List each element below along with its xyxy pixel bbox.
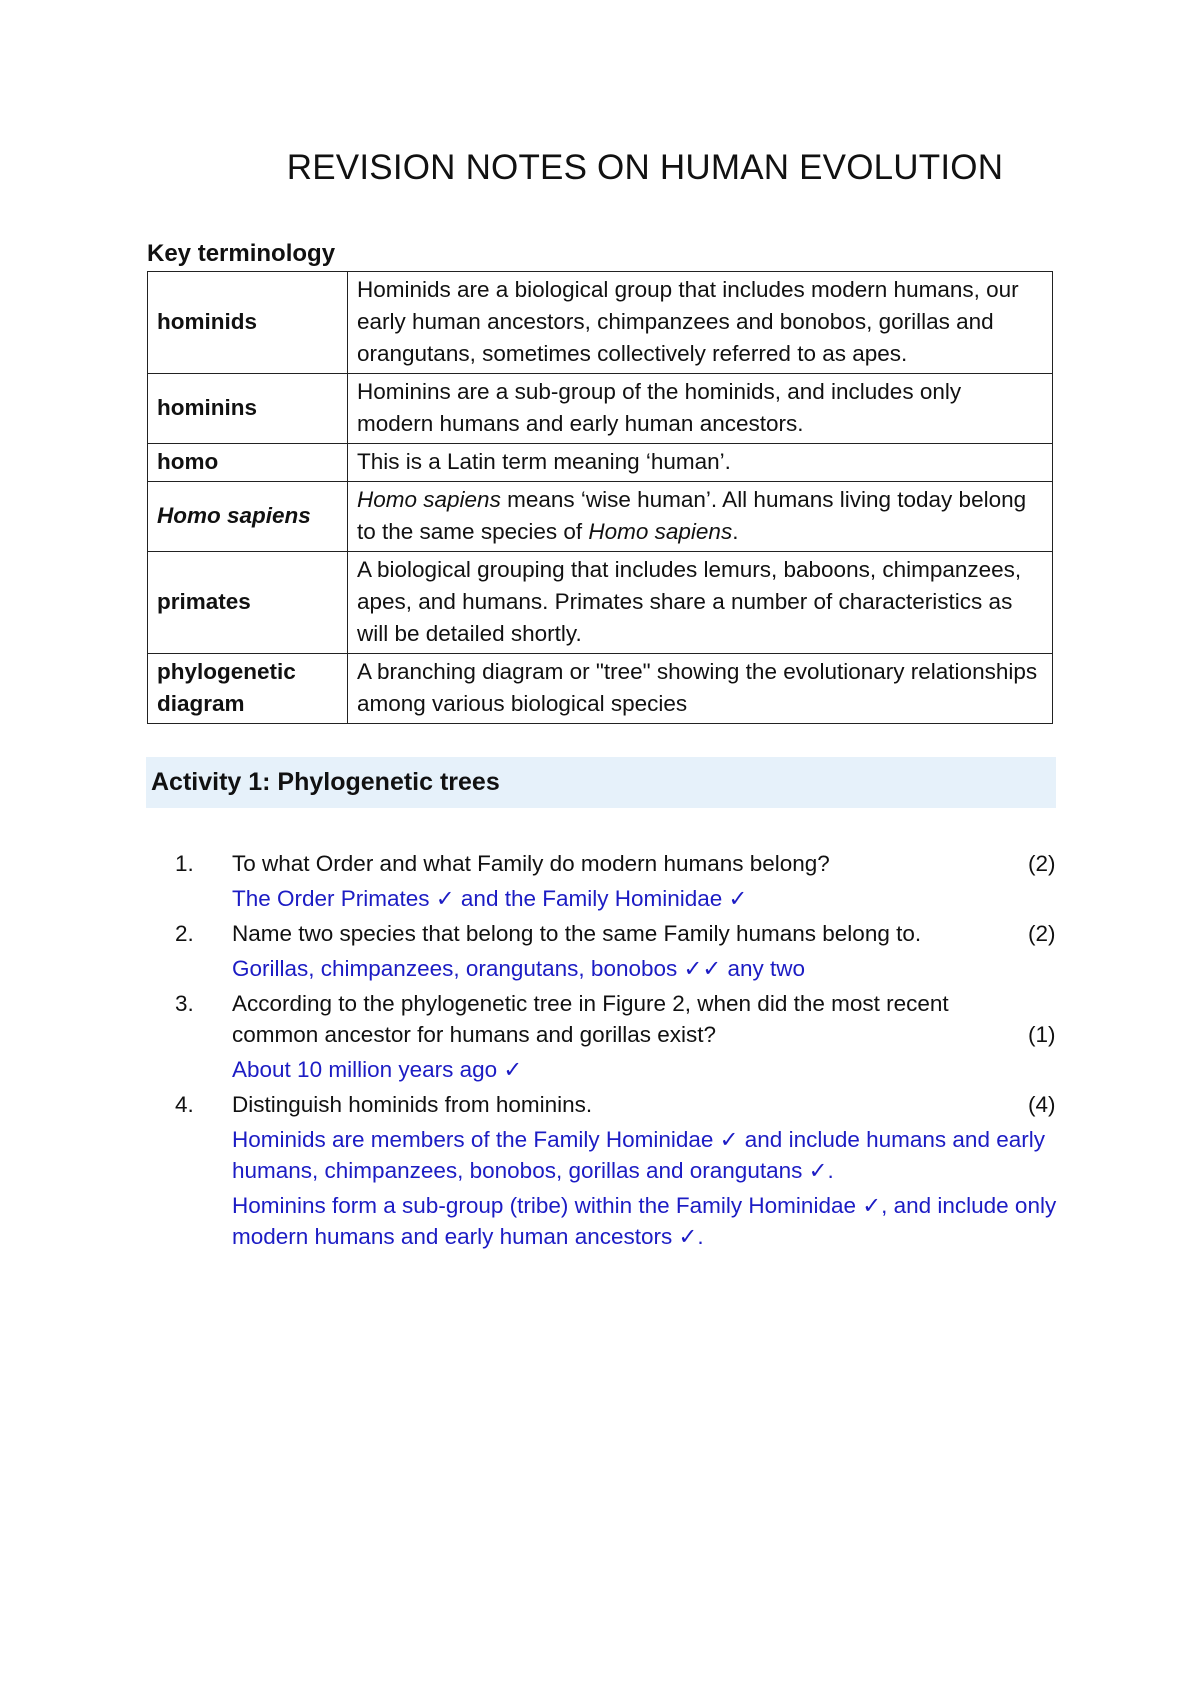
definition-text: This is a Latin term meaning ‘human’. <box>357 449 731 474</box>
definition-cell <box>348 482 1053 552</box>
term-cell: hominids <box>148 272 348 374</box>
question-marks: (2) <box>1028 851 1056 876</box>
question-marks: (4) <box>1028 1092 1056 1117</box>
term-row <box>148 374 1053 444</box>
definition-text: A branching diagram or "tree" showing the evolutionary relationships among various biological species <box>357 659 1038 716</box>
activity-heading: Activity 1: Phylogenetic trees <box>151 768 500 796</box>
definition-cell <box>348 272 1053 374</box>
question-item <box>0 988 1200 1089</box>
answer-text: Hominins form a sub-group (tribe) within the Family Hominidae ✓, and include only modern humans and early human ancestors ✓. <box>232 1193 1057 1249</box>
page-title: REVISION NOTES ON HUMAN EVOLUTION <box>286 148 1004 187</box>
term-cell: primates <box>148 552 348 654</box>
question-text: According to the phylogenetic tree in Figure 2, when did the most recent common ancestor for humans and gorillas exist? <box>232 991 949 1047</box>
question-item <box>0 918 1200 988</box>
question-number: 3. <box>175 991 194 1016</box>
question-item <box>0 848 1200 918</box>
definition-text: . <box>732 519 739 544</box>
term-row <box>148 654 1053 724</box>
definition-cell <box>348 374 1053 444</box>
question-number: 2. <box>175 921 194 946</box>
question-number: 4. <box>175 1092 194 1117</box>
question-text: Name two species that belong to the same Family humans belong to. <box>232 921 922 946</box>
term-cell: hominins <box>148 374 348 444</box>
term-cell: phylogenetic diagram <box>148 654 348 724</box>
answer-text: About 10 million years ago ✓ <box>232 1057 523 1082</box>
definition-text: Homo sapiens <box>357 487 501 512</box>
term-row <box>148 272 1053 374</box>
definition-cell <box>348 654 1053 724</box>
definition-text: Homo sapiens <box>588 519 733 544</box>
question-text: Distinguish hominids from hominins. <box>232 1092 593 1117</box>
question-marks: (2) <box>1028 921 1056 946</box>
term-cell: homo <box>148 444 348 482</box>
definition-text: Hominins are a sub-group of the hominids, and includes only modern humans and early human ancestors. <box>357 379 962 436</box>
question-marks: (1) <box>1028 1022 1056 1047</box>
question-list <box>0 848 1200 1256</box>
key-terminology-table <box>147 271 1053 724</box>
definition-text: means ‘wise human’. All humans living today belong to the same species of <box>357 487 1027 544</box>
question-text: To what Order and what Family do modern humans belong? <box>232 851 830 876</box>
term-row <box>148 444 1053 482</box>
key-terminology-heading: Key terminology <box>147 240 336 267</box>
term-row <box>148 482 1053 552</box>
definition-text: Hominids are a biological group that includes modern humans, our early human ancestors, chimpanzees and bonobos, gorillas and orangutans, sometimes collectively referred to as apes. <box>357 277 1019 366</box>
definition-cell <box>348 444 1053 482</box>
definition-cell <box>348 552 1053 654</box>
answer-text: The Order Primates ✓ and the Family Hominidae ✓ <box>232 886 748 911</box>
definition-text: A biological grouping that includes lemurs, baboons, chimpanzees, apes, and humans. Primates share a number of characteristics as will be detailed shortly. <box>357 557 1022 646</box>
answer-text: Gorillas, chimpanzees, orangutans, bonobos ✓✓ any two <box>232 956 806 981</box>
question-number: 1. <box>175 851 194 876</box>
answer-text: Hominids are members of the Family Hominidae ✓ and include humans and early humans, chimpanzees, bonobos, gorillas and orangutans ✓. <box>232 1127 1045 1183</box>
activity-banner <box>146 757 1056 808</box>
term-row <box>148 552 1053 654</box>
term-cell: Homo sapiens <box>148 482 348 552</box>
question-item <box>0 1089 1200 1256</box>
